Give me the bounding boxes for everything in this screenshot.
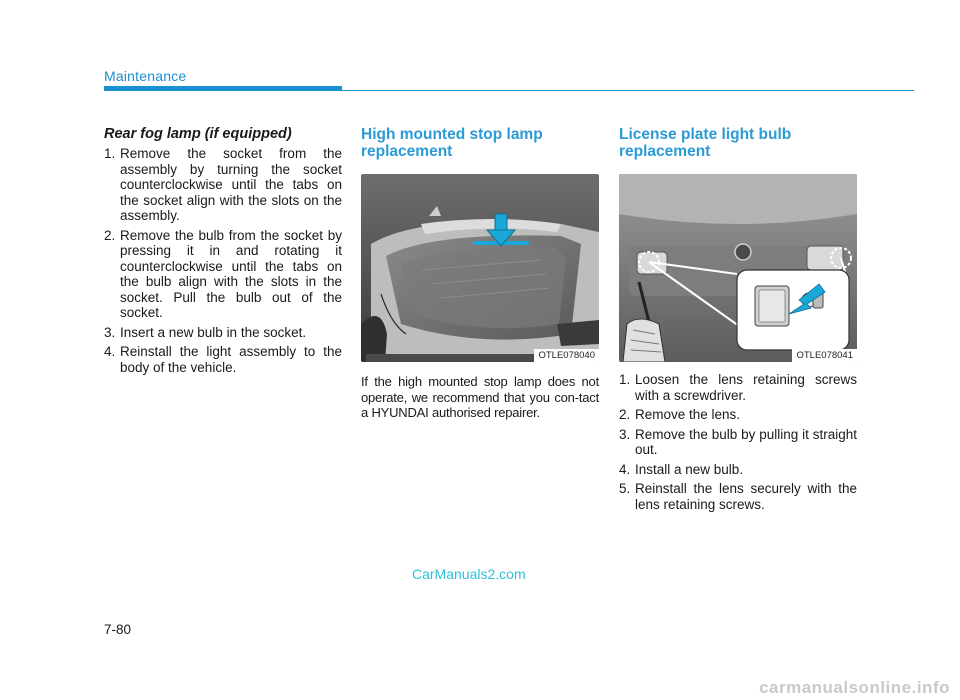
stop-lamp-column [361,126,599,421]
stop-lamp-figure [361,174,599,362]
license-light-figure [619,174,857,362]
list-item: 5. Reinstall the lens securely with the lens retaining screws. [619,481,857,512]
rear-fog-title: Rear fog lamp (if equipped) [104,126,292,142]
license-light-column [619,126,857,516]
watermark-link[interactable]: CarManuals2.com [412,566,526,582]
list-item: 4. Install a new bulb. [619,461,744,477]
license-light-illustration [619,174,857,362]
stop-lamp-title: High mounted stop lamp replacement [361,126,543,160]
list-item: 2. Remove the lens. [619,407,741,422]
header-rule-thick [104,86,342,91]
section-label: Maintenance [104,68,187,84]
list-item: 2. Remove the bulb from the socket by pressing it in and rotating it counterclockwise until the tabs on the bulb align with the slots in the socket. Pull the bulb out of the socket. [104,227,342,320]
figure-code: OTLE078040 [534,349,599,362]
header-rule-thin [342,90,914,91]
stop-lamp-text: If the high mounted stop lamp does not operate, we recommend that you con-tact a HYUNDAI authorised repairer. [361,374,599,420]
list-item: 3. Insert a new bulb in the socket. [104,324,307,340]
figure-code: OTLE078041 [792,349,857,362]
rear-fog-steps [104,146,342,375]
license-light-steps [619,372,857,512]
rear-hatch-illustration [361,174,599,362]
rear-fog-column [104,126,342,379]
watermark-footer: carmanualsonline.info [759,678,950,697]
list-item: 4. Reinstall the light assembly to the body of the vehicle. [104,344,342,375]
page-number: 7-80 [104,622,132,637]
list-item: 1. Remove the socket from the assembly by turning the socket counterclockwise until the tabs on the socket align with the slots on the assembly. [104,146,342,223]
list-item: 3. Remove the bulb by pulling it straight out. [619,426,857,457]
license-light-title: License plate light bulb replacement [619,126,792,160]
list-item: 1. Loosen the lens retaining screws with a screwdriver. [619,372,857,403]
